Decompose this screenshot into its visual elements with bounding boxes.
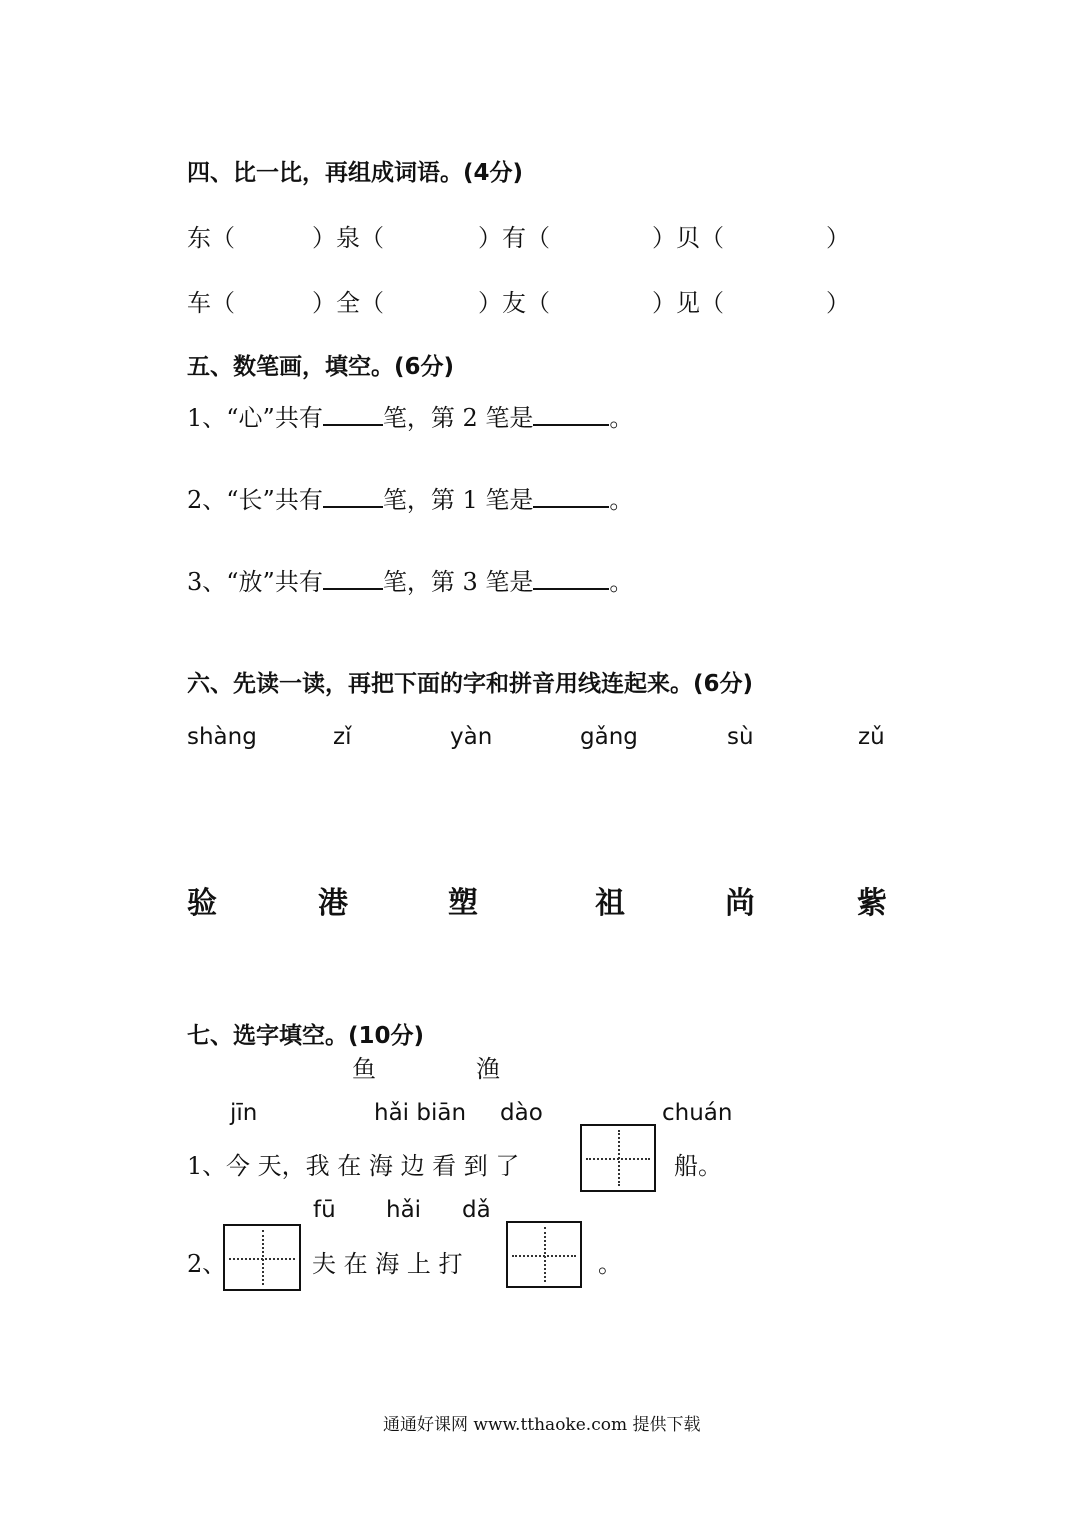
pinyin-item: gǎng	[580, 724, 638, 750]
section6-title: 六、先读一读，再把下面的字和拼音用线连起来。(6分)	[187, 671, 754, 697]
question-number: 2、	[187, 1250, 227, 1278]
question-text: 共有	[274, 486, 323, 514]
character-item: 尚	[725, 886, 755, 921]
question-end: 船。	[674, 1152, 722, 1180]
pinyin-item: shàng	[187, 724, 257, 750]
pinyin-item: yàn	[450, 724, 493, 750]
word-cell: ）	[826, 289, 850, 317]
word-cell: 车（	[187, 289, 235, 317]
stroke-question-1	[187, 398, 633, 433]
word-cell: ）泉（	[312, 224, 384, 252]
stroke-count-blank[interactable]	[323, 404, 383, 426]
question-text: 今 天，我 在 海 边 看 到 了	[226, 1152, 520, 1180]
pinyin-label: chuán	[662, 1100, 733, 1126]
stroke-name-blank[interactable]	[533, 568, 609, 590]
stroke-question-3	[187, 562, 633, 597]
question-number: 1、	[187, 404, 227, 432]
character-item: 塑	[448, 886, 478, 921]
question-number: 3、	[187, 568, 227, 596]
question-char: “心”	[226, 404, 275, 432]
word-cell: ）全（	[312, 289, 384, 317]
section4-title: 四、比一比，再组成词语。(4分)	[187, 160, 524, 186]
question-text: 笔，第 1 笔是	[382, 486, 534, 514]
pinyin-item: zǐ	[333, 724, 352, 750]
character-item: 紫	[857, 886, 887, 921]
tianzige-box[interactable]	[506, 1221, 582, 1288]
question-end: 。	[609, 404, 634, 432]
stroke-count-blank[interactable]	[323, 486, 383, 508]
pinyin-label: dào	[500, 1100, 543, 1126]
pinyin-item: zǔ	[858, 724, 885, 750]
tianzige-box[interactable]	[223, 1224, 301, 1291]
pinyin-label: fū	[313, 1197, 336, 1223]
question-text: 共有	[274, 404, 323, 432]
footer-credit: 通通好课网 www.tthaoke.com 提供下载	[383, 1415, 701, 1435]
question-char: “放”	[226, 568, 275, 596]
section7-title: 七、选字填空。(10分)	[187, 1023, 425, 1049]
pinyin-item: sù	[727, 724, 754, 750]
question-number: 1、	[187, 1152, 227, 1180]
character-item: 验	[187, 886, 217, 921]
word-cell: 东（	[187, 224, 235, 252]
question-text: 笔，第 3 笔是	[382, 568, 534, 596]
pinyin-label: hǎi	[386, 1197, 422, 1223]
question-text: 夫 在 海 上 打	[312, 1250, 463, 1278]
question-text: 共有	[274, 568, 323, 596]
question-number: 2、	[187, 486, 227, 514]
section5-title: 五、数笔画，填空。(6分)	[187, 354, 455, 380]
question-char: “长”	[226, 486, 275, 514]
character-item: 港	[318, 886, 348, 921]
pinyin-label: jīn	[230, 1100, 258, 1126]
word-cell: ）见（	[652, 289, 724, 317]
pinyin-label: dǎ	[462, 1197, 491, 1223]
pinyin-label: hǎi biān	[374, 1100, 467, 1126]
character-item: 祖	[595, 886, 625, 921]
stroke-count-blank[interactable]	[323, 568, 383, 590]
question-end: 。	[598, 1250, 622, 1278]
stroke-name-blank[interactable]	[533, 486, 609, 508]
word-cell: ）友（	[478, 289, 550, 317]
word-cell: ）	[826, 224, 850, 252]
stroke-name-blank[interactable]	[533, 404, 609, 426]
question-end: 。	[609, 568, 634, 596]
question-text: 笔，第 2 笔是	[382, 404, 534, 432]
tianzige-box[interactable]	[580, 1124, 656, 1192]
word-cell: ）贝（	[652, 224, 724, 252]
option-char: 渔	[476, 1055, 500, 1083]
question-end: 。	[609, 486, 634, 514]
option-char: 鱼	[352, 1055, 376, 1083]
stroke-question-2	[187, 480, 633, 515]
word-cell: ）有（	[478, 224, 550, 252]
